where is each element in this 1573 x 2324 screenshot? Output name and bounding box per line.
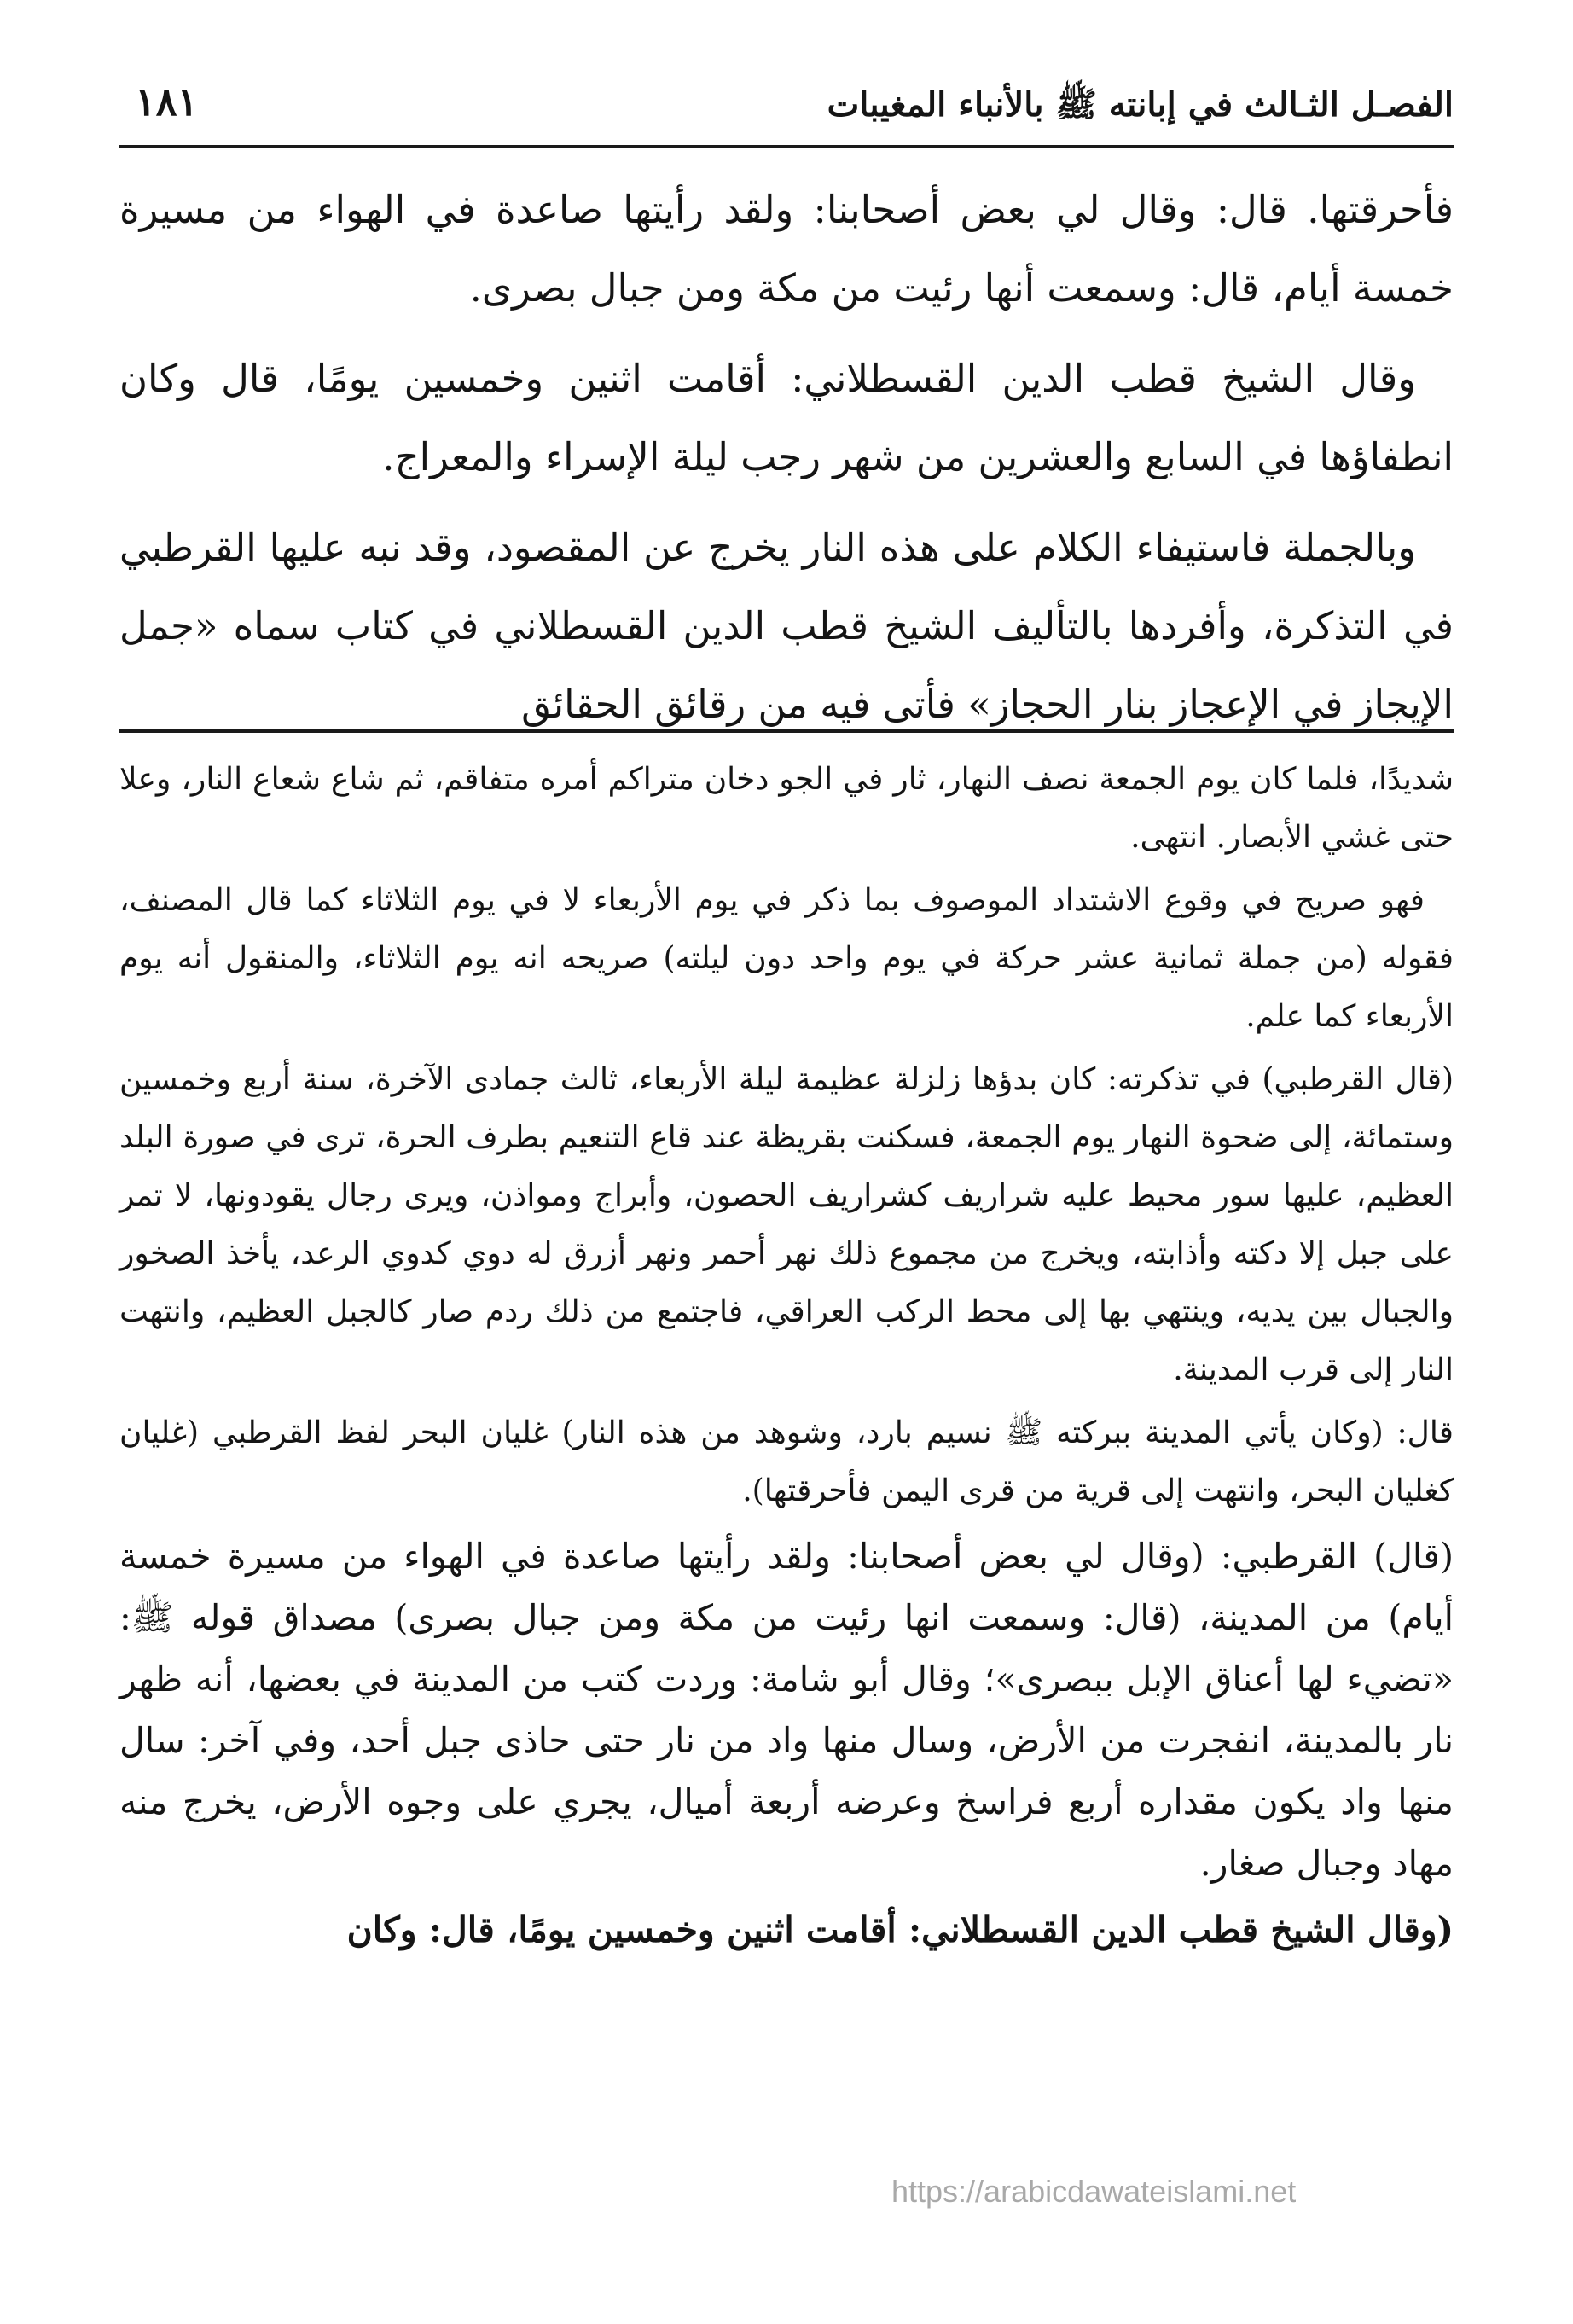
footnote-divider: [119, 729, 1454, 733]
website-watermark: https://arabicdawateislami.net: [891, 2174, 1297, 2209]
main-paragraph: فأحرقتها. قال: وقال لي بعض أصحابنا: ولقد رأيتها صاعدة في الهواء من مسيرة خمسة أيام، قال: وسمعت أنها رئيت من مكة ومن جبال بصرى.: [119, 187, 1454, 311]
page-number: ١٨١: [135, 78, 199, 125]
footnote-paragraph: فهو صريح في وقوع الاشتداد الموصوف بما ذكر في يوم الأربعاء لا في يوم الثلاثاء كما قال المصنف، فقوله (من جملة ثمانية عشر حركة في يوم واحد دون ليلته) صريحه انه يوم الثلاثاء، والمنقول أنه يوم الأربعاء كما علم.: [119, 883, 1454, 1034]
footnote-paragraph: (وقال الشيخ قطب الدين القسطلاني: أقامت اثنين وخمسين يومًا، قال: وكان: [346, 1909, 1454, 1950]
main-text-block: [119, 171, 1454, 756]
main-paragraph: وقال الشيخ قطب الدين القسطلاني: أقامت اثنين وخمسين يومًا، قال وكان انطفاؤها في السابع والعشرين من شهر رجب ليلة الإسراء والمعراج.: [119, 356, 1454, 479]
footnote-paragraph: شديدًا، فلما كان يوم الجمعة نصف النهار، ثار في الجو دخان متراكم أمره متفاقم، ثم شاع شعاع النار، وعلا حتى غشي الأبصار. انتهى.: [119, 762, 1454, 855]
footnotes-block: [119, 751, 1454, 1966]
header-divider: [119, 145, 1454, 148]
footnote-paragraph: قال: (وكان يأتي المدينة ببركته ﷺ نسيم بارد، وشوهد من هذه النار) غليان البحر لفظ القرطبي (غليان كغليان البحر، وانتهت إلى قرية من قرى اليمن فأحرقتها).: [119, 1415, 1454, 1508]
chapter-title: الفصـل الثـالث في إبانته ﷺ بالأنباء المغيبات: [827, 84, 1454, 125]
footnote-paragraph: (قال القرطبي) في تذكرته: كان بدؤها زلزلة عظيمة ليلة الأربعاء، ثالث جمادى الآخرة، سنة أربع وخمسين وستمائة، إلى ضحوة النهار يوم الجمعة، فسكنت بقريظة عند قاع التنعيم بطرف الحرة، ترى في صورة البلد العظيم، عليها سور محيط عليه شراريف كشراريف الحصون، وأبراج ومواذن، ويرى رجال يقودونها، لا تمر على جبل إلا دكته وأذابته، ويخرج من مجموع ذلك نهر أحمر ونهر أزرق له دوي كدوي الرعد، يأخذ الصخور والجبال بين يديه، وينتهي بها إلى محط الركب العراقي، فاجتمع من ذلك ردم صار كالجبل العظيم، وانتهت النار إلى قرب المدينة.: [119, 1062, 1454, 1387]
footnote-paragraph: (قال) القرطبي: (وقال لي بعض أصحابنا: ولقد رأيتها صاعدة في الهواء من مسيرة خمسة أيام) من المدينة، (قال: وسمعت انها رئيت من مكة ومن جبال بصرى) مصداق قوله ﷺ: «تضيء لها أعناق الإبل ببصرى»؛ وقال أبو شامة: وردت كتب من المدينة في بعضها، أنه ظهر نار بالمدينة، انفجرت من الأرض، وسال منها واد من نار حتى حاذى جبل أحد، وفي آخر: سال منها واد يكون مقداره أربع فراسخ وعرضه أربعة أميال، يجري على وجوه الأرض، يخرج منه مهاد وجبال صغار.: [119, 1536, 1454, 1884]
page-header: [119, 78, 1454, 138]
main-paragraph: وبالجملة فاستيفاء الكلام على هذه النار يخرج عن المقصود، وقد نبه عليها القرطبي في التذكرة، وأفردها بالتأليف الشيخ قطب الدين القسطلاني في كتاب سماه «جمل الإيجاز في الإعجاز بنار الحجاز» فأتى فيه من رقائق الحقائق: [119, 525, 1454, 727]
